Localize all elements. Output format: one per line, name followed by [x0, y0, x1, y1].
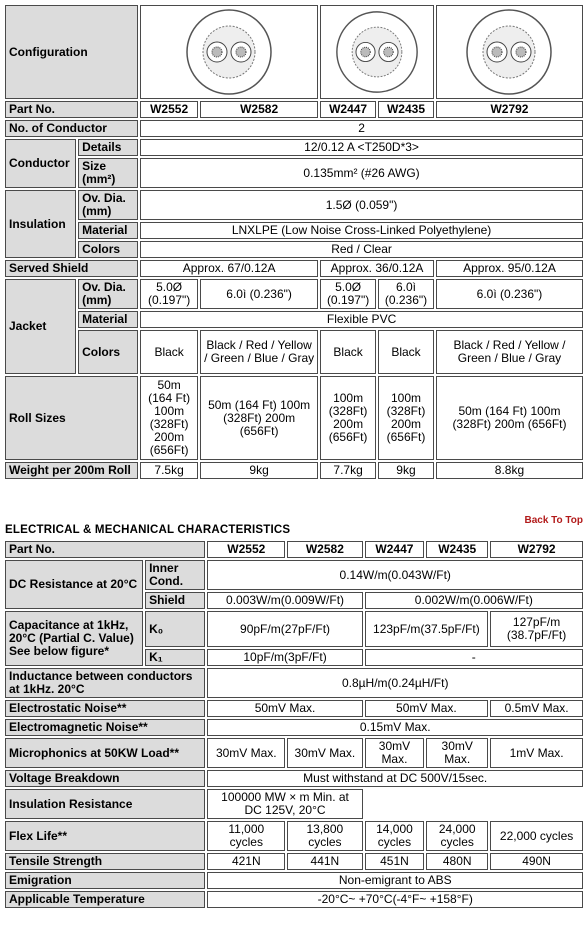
voltage-breakdown-value: Must withstand at DC 500V/15sec. — [207, 770, 583, 787]
tensile-strength-value: 441N — [287, 853, 363, 870]
flex-life-value: 13,800 cycles — [287, 821, 363, 851]
tensile-strength-value: 490N — [490, 853, 583, 870]
section-title: ELECTRICAL & MECHANICAL CHARACTERISTICS — [5, 524, 291, 536]
jacket-colors-value: Black / Red / Yellow / Green / Blue / Gray — [200, 330, 318, 374]
k1-label: K₁ — [145, 649, 205, 666]
ov-dia-label: Ov. Dia. (mm) — [78, 279, 138, 309]
roll-sizes-label: Roll Sizes — [5, 376, 138, 460]
roll-sizes-value: 100m (328Ft) 200m (656Ft) — [378, 376, 434, 460]
inductance-label: Inductance between conductors at 1kHz. 20°C — [5, 668, 205, 698]
roll-sizes-value: 50m (164 Ft) 100m (328Ft) 200m (656Ft) — [200, 376, 318, 460]
insulation-ov-dia-value: 1.5Ø (0.059") — [140, 190, 583, 220]
roll-sizes-value: 100m (328Ft) 200m (656Ft) — [320, 376, 376, 460]
jacket-colors-value: Black — [140, 330, 198, 374]
applicable-temperature-value: -20°C~ +70°C(-4°F~ +158°F) — [207, 891, 583, 908]
shield-value: 0.003W/m(0.009W/Ft) — [207, 592, 362, 609]
cable-cross-section-image — [436, 5, 583, 99]
electromagnetic-noise-label: Electromagnetic Noise** — [5, 719, 205, 736]
jacket-colors-value: Black — [378, 330, 434, 374]
served-shield-label: Served Shield — [5, 260, 138, 277]
served-shield-value: Approx. 36/0.12A — [320, 260, 434, 277]
weight-value: 7.7kg — [320, 462, 376, 479]
dc-resistance-label: DC Resistance at 20°C — [5, 560, 143, 609]
tensile-strength-value: 480N — [426, 853, 488, 870]
tensile-strength-value: 421N — [207, 853, 285, 870]
roll-sizes-value: 50m (164 Ft) 100m (328Ft) 200m (656Ft) — [436, 376, 583, 460]
electrical-characteristics-table — [3, 539, 585, 910]
roll-sizes-value: 50m (164 Ft) 100m (328Ft) 200m (656Ft) — [140, 376, 198, 460]
conductor-label: Conductor — [5, 139, 76, 188]
material-label: Material — [78, 311, 138, 328]
part-no-cell: W2435 — [426, 541, 488, 558]
inductance-value: 0.8µH/m(0.24µH/Ft) — [207, 668, 583, 698]
k0-value: 123pF/m(37.5pF/Ft) — [365, 611, 489, 647]
cable-cross-section-icon — [464, 7, 554, 97]
k0-value: 127pF/m (38.7pF/Ft) — [490, 611, 583, 647]
part-no-label: Part No. — [5, 541, 205, 558]
jacket-material-value: Flexible PVC — [140, 311, 583, 328]
cable-spec-table — [3, 3, 585, 481]
colors-label: Colors — [78, 241, 138, 258]
part-no-cell: W2582 — [200, 101, 318, 118]
colors-label: Colors — [78, 330, 138, 374]
k0-value: 90pF/m(27pF/Ft) — [207, 611, 362, 647]
electrostatic-noise-value: 50mV Max. — [207, 700, 362, 717]
part-no-cell: W2552 — [207, 541, 285, 558]
cable-cross-section-icon — [334, 9, 420, 95]
insulation-material-value: LNXLPE (Low Noise Cross-Linked Polyethylene) — [140, 222, 583, 239]
part-no-label: Part No. — [5, 101, 138, 118]
inner-cond-value: 0.14W/m(0.043W/Ft) — [207, 560, 583, 590]
jacket-ov-dia-value: 6.0ì (0.236") — [378, 279, 434, 309]
flex-life-label: Flex Life** — [5, 821, 205, 851]
flex-life-value: 22,000 cycles — [490, 821, 583, 851]
part-no-cell: W2792 — [490, 541, 583, 558]
size-value: 0.135mm² (#26 AWG) — [140, 158, 583, 188]
details-value: 12/0.12 A <T250D*3> — [140, 139, 583, 156]
num-conductor-value: 2 — [140, 120, 583, 137]
part-no-cell: W2447 — [320, 101, 376, 118]
emigration-value: Non-emigrant to ABS — [207, 872, 583, 889]
jacket-colors-value: Black / Red / Yellow / Green / Blue / Gray — [436, 330, 583, 374]
microphonics-value: 1mV Max. — [490, 738, 583, 768]
details-label: Details — [78, 139, 138, 156]
voltage-breakdown-label: Voltage Breakdown — [5, 770, 205, 787]
flex-life-value: 11,000 cycles — [207, 821, 285, 851]
num-conductor-label: No. of Conductor — [5, 120, 138, 137]
electrostatic-noise-value: 0.5mV Max. — [490, 700, 583, 717]
ov-dia-label: Ov. Dia. (mm) — [78, 190, 138, 220]
cable-cross-section-icon — [184, 7, 274, 97]
part-no-cell: W2447 — [365, 541, 425, 558]
back-to-top-link[interactable]: Back To Top — [524, 515, 583, 526]
flex-life-value: 14,000 cycles — [365, 821, 425, 851]
cable-cross-section-image — [320, 5, 434, 99]
weight-value: 8.8kg — [436, 462, 583, 479]
electrostatic-noise-label: Electrostatic Noise** — [5, 700, 205, 717]
insulation-resistance-value: 100000 MW × m Min. at DC 125V, 20°C — [207, 789, 362, 819]
k0-label: K₀ — [145, 611, 205, 647]
jacket-ov-dia-value: 6.0ì (0.236") — [436, 279, 583, 309]
empty-cell — [365, 789, 583, 819]
capacitance-label: Capacitance at 1kHz, 20°C (Partial C. Value) See below figure* — [5, 611, 143, 666]
part-no-cell: W2552 — [140, 101, 198, 118]
weight-value: 9kg — [378, 462, 434, 479]
configuration-label: Configuration — [5, 5, 138, 99]
weight-value: 7.5kg — [140, 462, 198, 479]
size-label: Size (mm²) — [78, 158, 138, 188]
material-label: Material — [78, 222, 138, 239]
weight-value: 9kg — [200, 462, 318, 479]
jacket-ov-dia-value: 5.0Ø (0.197") — [140, 279, 198, 309]
microphonics-value: 30mV Max. — [365, 738, 425, 768]
insulation-label: Insulation — [5, 190, 76, 258]
part-no-cell: W2435 — [378, 101, 434, 118]
microphonics-value: 30mV Max. — [287, 738, 363, 768]
served-shield-value: Approx. 67/0.12A — [140, 260, 318, 277]
jacket-label: Jacket — [5, 279, 76, 374]
applicable-temperature-label: Applicable Temperature — [5, 891, 205, 908]
jacket-ov-dia-value: 6.0ì (0.236") — [200, 279, 318, 309]
electromagnetic-noise-value: 0.15mV Max. — [207, 719, 583, 736]
microphonics-label: Microphonics at 50KW Load** — [5, 738, 205, 768]
insulation-resistance-label: Insulation Resistance — [5, 789, 205, 819]
served-shield-value: Approx. 95/0.12A — [436, 260, 583, 277]
tensile-strength-value: 451N — [365, 853, 425, 870]
shield-label: Shield — [145, 592, 205, 609]
emigration-label: Emigration — [5, 872, 205, 889]
jacket-colors-value: Black — [320, 330, 376, 374]
jacket-ov-dia-value: 5.0Ø (0.197") — [320, 279, 376, 309]
part-no-cell: W2582 — [287, 541, 363, 558]
electrostatic-noise-value: 50mV Max. — [365, 700, 489, 717]
inner-cond-label: Inner Cond. — [145, 560, 205, 590]
tensile-strength-label: Tensile Strength — [5, 853, 205, 870]
k1-value: 10pF/m(3pF/Ft) — [207, 649, 362, 666]
shield-value: 0.002W/m(0.006W/Ft) — [365, 592, 583, 609]
part-no-cell: W2792 — [436, 101, 583, 118]
k1-value: - — [365, 649, 583, 666]
flex-life-value: 24,000 cycles — [426, 821, 488, 851]
cable-cross-section-image — [140, 5, 318, 99]
microphonics-value: 30mV Max. — [426, 738, 488, 768]
microphonics-value: 30mV Max. — [207, 738, 285, 768]
weight-label: Weight per 200m Roll — [5, 462, 138, 479]
insulation-colors-value: Red / Clear — [140, 241, 583, 258]
